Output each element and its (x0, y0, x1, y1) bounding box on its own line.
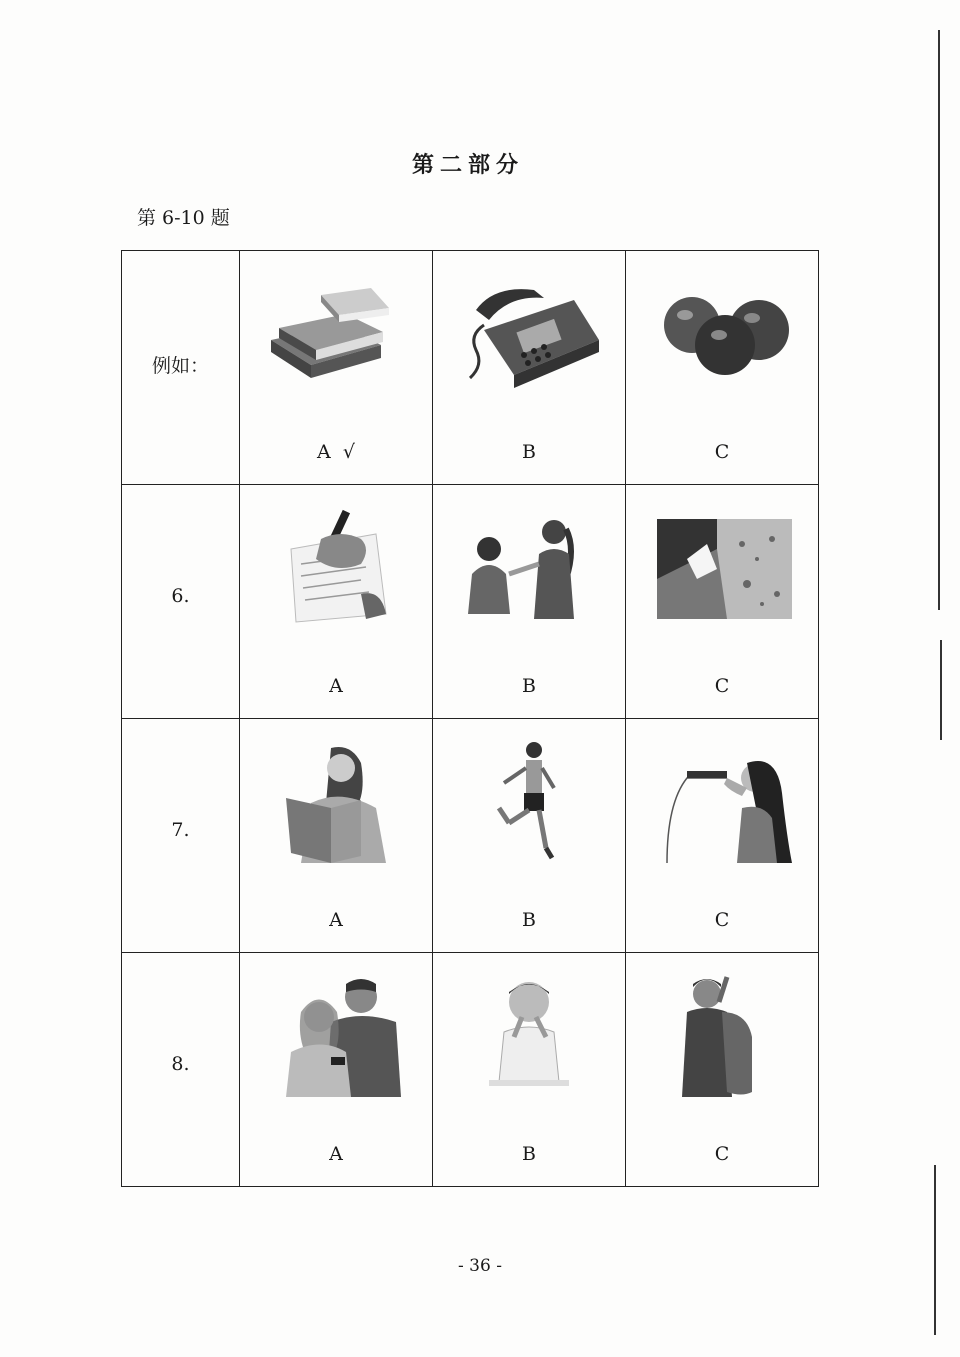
option-cell (240, 719, 433, 953)
row-label-cell (122, 953, 240, 1187)
option-cell (626, 719, 819, 953)
check-mark: √ (342, 441, 355, 463)
option-letter-text: A (317, 441, 331, 463)
option-letter: A (329, 1143, 343, 1165)
father-daughter-phone-image (252, 967, 420, 1107)
dark-scene-image (638, 499, 806, 639)
scan-edge-line (934, 1165, 936, 1335)
student-backpack-image (638, 967, 806, 1107)
writing-hand-image (252, 499, 420, 639)
row-label: 8. (171, 1053, 190, 1075)
option-letter: C (714, 441, 730, 463)
option-cell (433, 251, 626, 485)
apples-image (638, 265, 806, 405)
option-letter (240, 441, 432, 463)
girl-singing-microphone-image (638, 733, 806, 873)
row-label-cell (122, 251, 240, 485)
row-label: 例如： (151, 355, 209, 377)
row-label-cell (122, 485, 240, 719)
option-cell (240, 953, 433, 1187)
girl-reading-book-image (252, 733, 420, 873)
option-cell (433, 719, 626, 953)
question-table (121, 250, 819, 1187)
table-row (122, 719, 819, 953)
option-cell (626, 485, 819, 719)
option-cell (240, 251, 433, 485)
table-row (122, 251, 819, 485)
table-row (122, 953, 819, 1187)
option-letter: A (329, 675, 343, 697)
scan-edge-line (940, 640, 942, 740)
option-letter: A (329, 909, 343, 931)
option-letter: B (522, 441, 536, 463)
boy-thinking-image (445, 967, 613, 1107)
scan-edge-line (938, 30, 940, 610)
row-label: 6. (171, 585, 190, 607)
option-cell (240, 485, 433, 719)
question-range: 第 6-10 题 (137, 207, 230, 229)
telephone-image (445, 265, 613, 405)
option-letter: B (522, 1143, 536, 1165)
option-letter: C (714, 909, 730, 931)
table-row (122, 485, 819, 719)
page-number: - 36 - (458, 1256, 502, 1276)
row-label-cell (122, 719, 240, 953)
two-girls-talking-image (445, 499, 613, 639)
option-cell (626, 251, 819, 485)
option-letter: B (522, 909, 536, 931)
option-cell (433, 953, 626, 1187)
books-image (252, 265, 420, 405)
section-title: 第二部分 (411, 152, 524, 178)
option-letter: B (522, 675, 536, 697)
option-letter: C (714, 1143, 730, 1165)
man-running-image (445, 733, 613, 873)
option-cell (626, 953, 819, 1187)
row-label: 7. (171, 819, 190, 841)
option-letter: C (714, 675, 730, 697)
option-cell (433, 485, 626, 719)
